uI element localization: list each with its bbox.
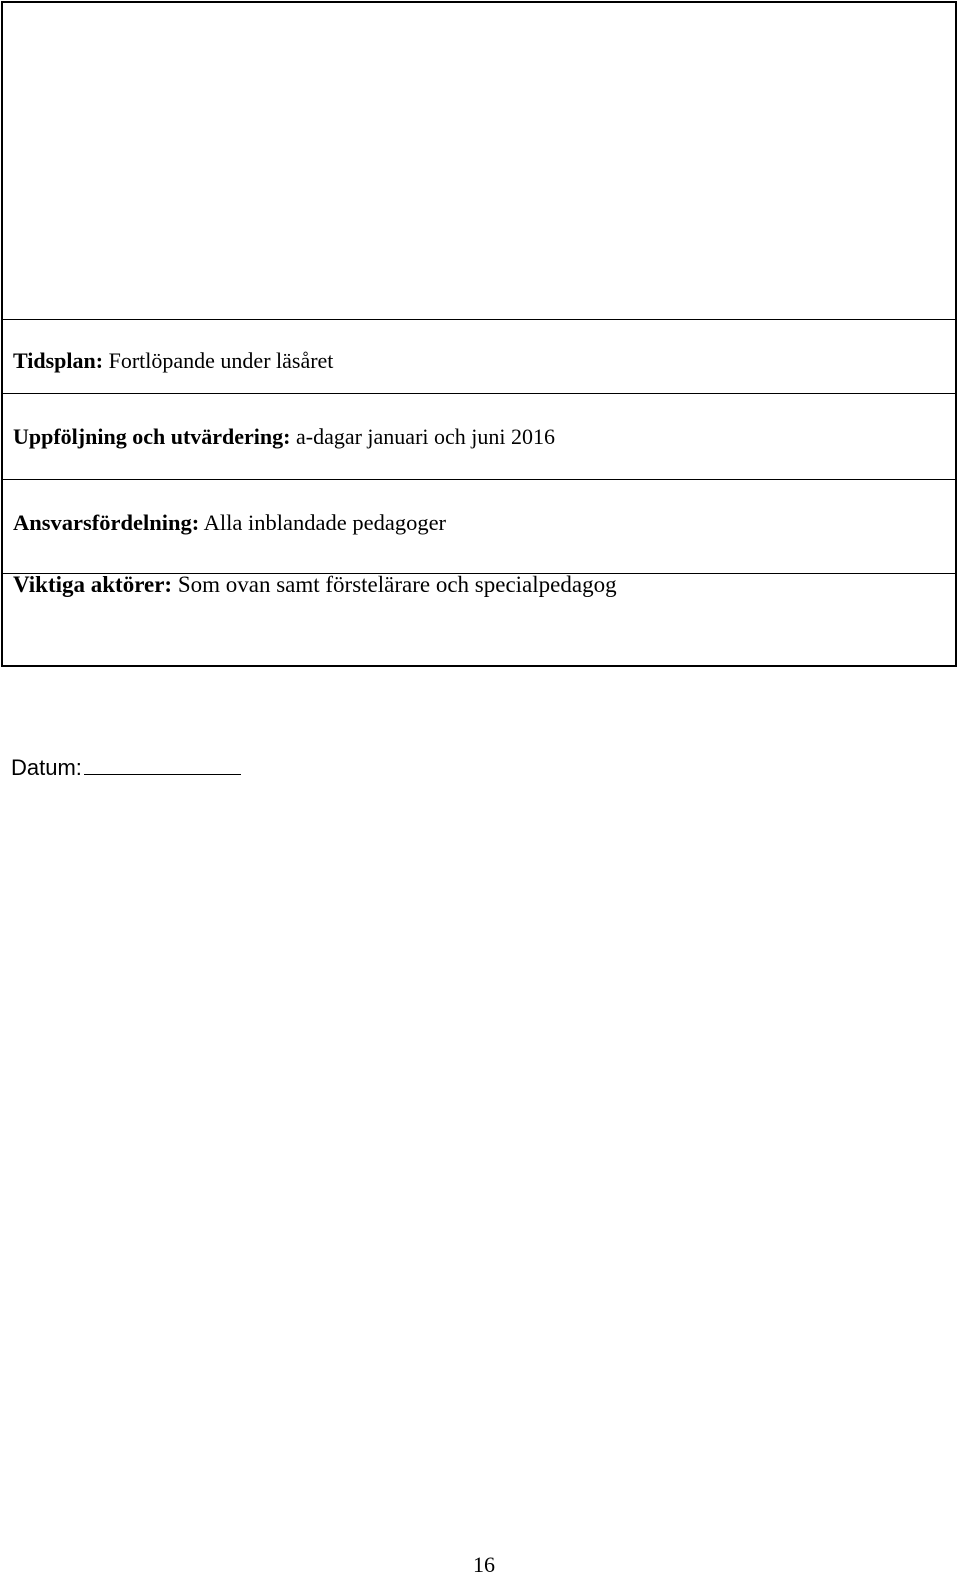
ansvar-line xyxy=(13,510,446,536)
ansvar-label: Ansvarsfördelning: xyxy=(13,510,200,535)
aktorer-row xyxy=(3,573,955,665)
tidsplan-line xyxy=(13,348,333,374)
uppfoljning-label: Uppföljning och utvärdering: xyxy=(13,424,291,449)
page-number: 16 xyxy=(473,1552,495,1577)
aktorer-value: Som ovan samt förstelärare och specialpedagog xyxy=(172,572,617,597)
tidsplan-label: Tidsplan: xyxy=(13,348,104,373)
uppfoljning-value: a-dagar januari och juni 2016 xyxy=(290,424,555,449)
datum-label: Datum: xyxy=(11,755,82,780)
tidsplan-row xyxy=(3,319,955,393)
ansvar-row xyxy=(3,479,955,573)
plan-table xyxy=(1,1,957,667)
empty-top-cell xyxy=(3,3,955,319)
aktorer-label: Viktiga aktörer: xyxy=(13,572,173,597)
datum-field xyxy=(11,755,241,781)
ansvar-value: Alla inblandade pedagoger xyxy=(199,510,447,535)
tidsplan-value: Fortlöpande under läsåret xyxy=(103,348,334,373)
datum-blank-line xyxy=(84,774,241,775)
uppfoljning-line xyxy=(13,424,555,450)
aktorer-line xyxy=(13,572,617,598)
uppfoljning-row xyxy=(3,393,955,479)
